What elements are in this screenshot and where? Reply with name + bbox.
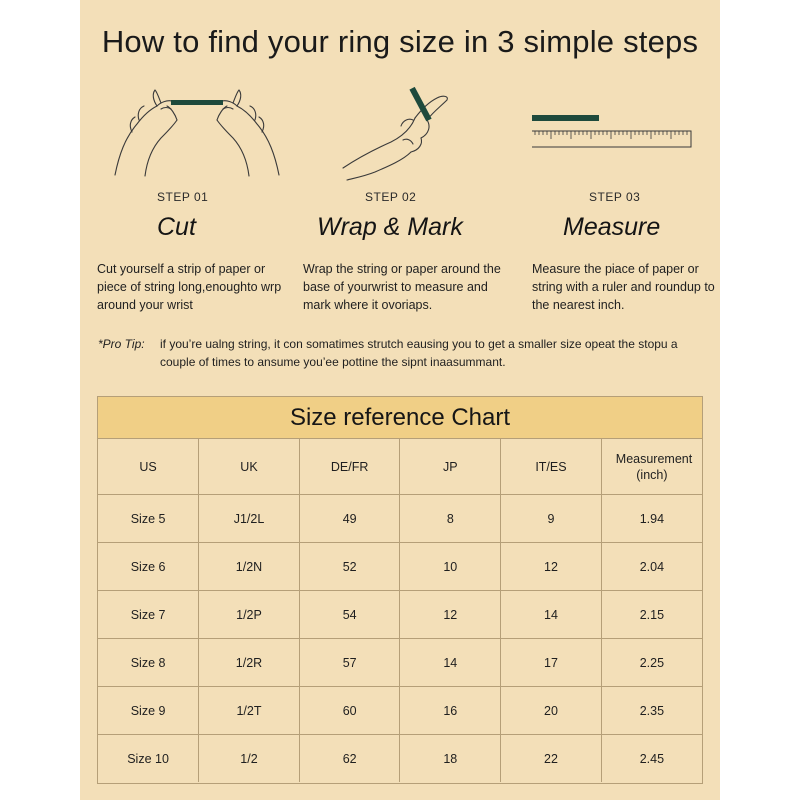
step-name: Measure	[563, 213, 661, 241]
table-cell: 14	[400, 639, 501, 687]
column-header: US	[98, 439, 199, 495]
table-cell: 16	[400, 687, 501, 735]
table-cell: 2.45	[601, 735, 702, 783]
step-name: Cut	[157, 213, 196, 241]
table-cell: 22	[501, 735, 602, 783]
table-cell: 1/2R	[199, 639, 300, 687]
finger-wrap-icon	[303, 80, 503, 185]
table-cell: 1.94	[601, 495, 702, 543]
table-header-row	[98, 439, 702, 495]
pro-tip-label: *Pro Tip:	[98, 337, 145, 351]
table-cell: 62	[299, 735, 400, 783]
step-cut	[97, 80, 297, 320]
table-row	[98, 543, 702, 591]
table-cell: 1/2N	[199, 543, 300, 591]
table-row	[98, 639, 702, 687]
table-cell: 54	[299, 591, 400, 639]
table-cell: Size 9	[98, 687, 199, 735]
table-cell: J1/2L	[199, 495, 300, 543]
column-header: DE/FR	[299, 439, 400, 495]
step-measure	[532, 80, 732, 320]
step-number: STEP 01	[157, 190, 209, 204]
table-cell: 8	[400, 495, 501, 543]
table-cell: 2.35	[601, 687, 702, 735]
table-cell: 17	[501, 639, 602, 687]
table-cell: 12	[400, 591, 501, 639]
table-row	[98, 687, 702, 735]
table-cell: 14	[501, 591, 602, 639]
size-table	[98, 439, 702, 782]
page-title: How to find your ring size in 3 simple steps	[101, 24, 699, 59]
table-cell: 9	[501, 495, 602, 543]
ruler-icon	[532, 80, 732, 185]
table-row	[98, 735, 702, 783]
step-wrap-mark	[303, 80, 503, 320]
pro-tip-text: if you’re ualng string, it con somatimes strutch eausing you to get a smaller size opeat the stopu a couple of times to ansume you’ee pottine the sipnt inaasummant.	[160, 337, 678, 369]
table-row	[98, 495, 702, 543]
column-header: IT/ES	[501, 439, 602, 495]
size-reference-chart	[97, 396, 703, 784]
table-cell: 1/2T	[199, 687, 300, 735]
table-cell: 10	[400, 543, 501, 591]
step-description: Measure the piace of paper or string with a ruler and roundup to the nearest inch.	[532, 262, 715, 312]
table-cell: 12	[501, 543, 602, 591]
table-cell: 2.15	[601, 591, 702, 639]
table-cell: 2.25	[601, 639, 702, 687]
step-description: Cut yourself a strip of paper or piece of string long,enoughto wrp around your wrist	[97, 262, 282, 312]
column-header: Measurement (inch)	[601, 439, 702, 495]
table-row	[98, 591, 702, 639]
hands-holding-strip-icon	[97, 80, 297, 185]
table-cell: Size 10	[98, 735, 199, 783]
table-cell: 20	[501, 687, 602, 735]
table-cell: 60	[299, 687, 400, 735]
step-description: Wrap the string or paper around the base of yourwrist to measure and mark where it ovoriaps.	[303, 262, 501, 312]
table-cell: 18	[400, 735, 501, 783]
table-cell: 1/2	[199, 735, 300, 783]
table-cell: 2.04	[601, 543, 702, 591]
table-cell: 57	[299, 639, 400, 687]
column-header: UK	[199, 439, 300, 495]
chart-title: Size reference Chart	[98, 397, 702, 439]
table-cell: Size 5	[98, 495, 199, 543]
table-cell: Size 6	[98, 543, 199, 591]
step-number: STEP 02	[365, 190, 417, 204]
table-cell: Size 8	[98, 639, 199, 687]
table-cell: 49	[299, 495, 400, 543]
ring-size-guide	[80, 0, 720, 800]
step-number: STEP 03	[589, 190, 641, 204]
column-header: JP	[400, 439, 501, 495]
table-cell: Size 7	[98, 591, 199, 639]
table-cell: 1/2P	[199, 591, 300, 639]
table-cell: 52	[299, 543, 400, 591]
step-name: Wrap & Mark	[317, 213, 463, 241]
